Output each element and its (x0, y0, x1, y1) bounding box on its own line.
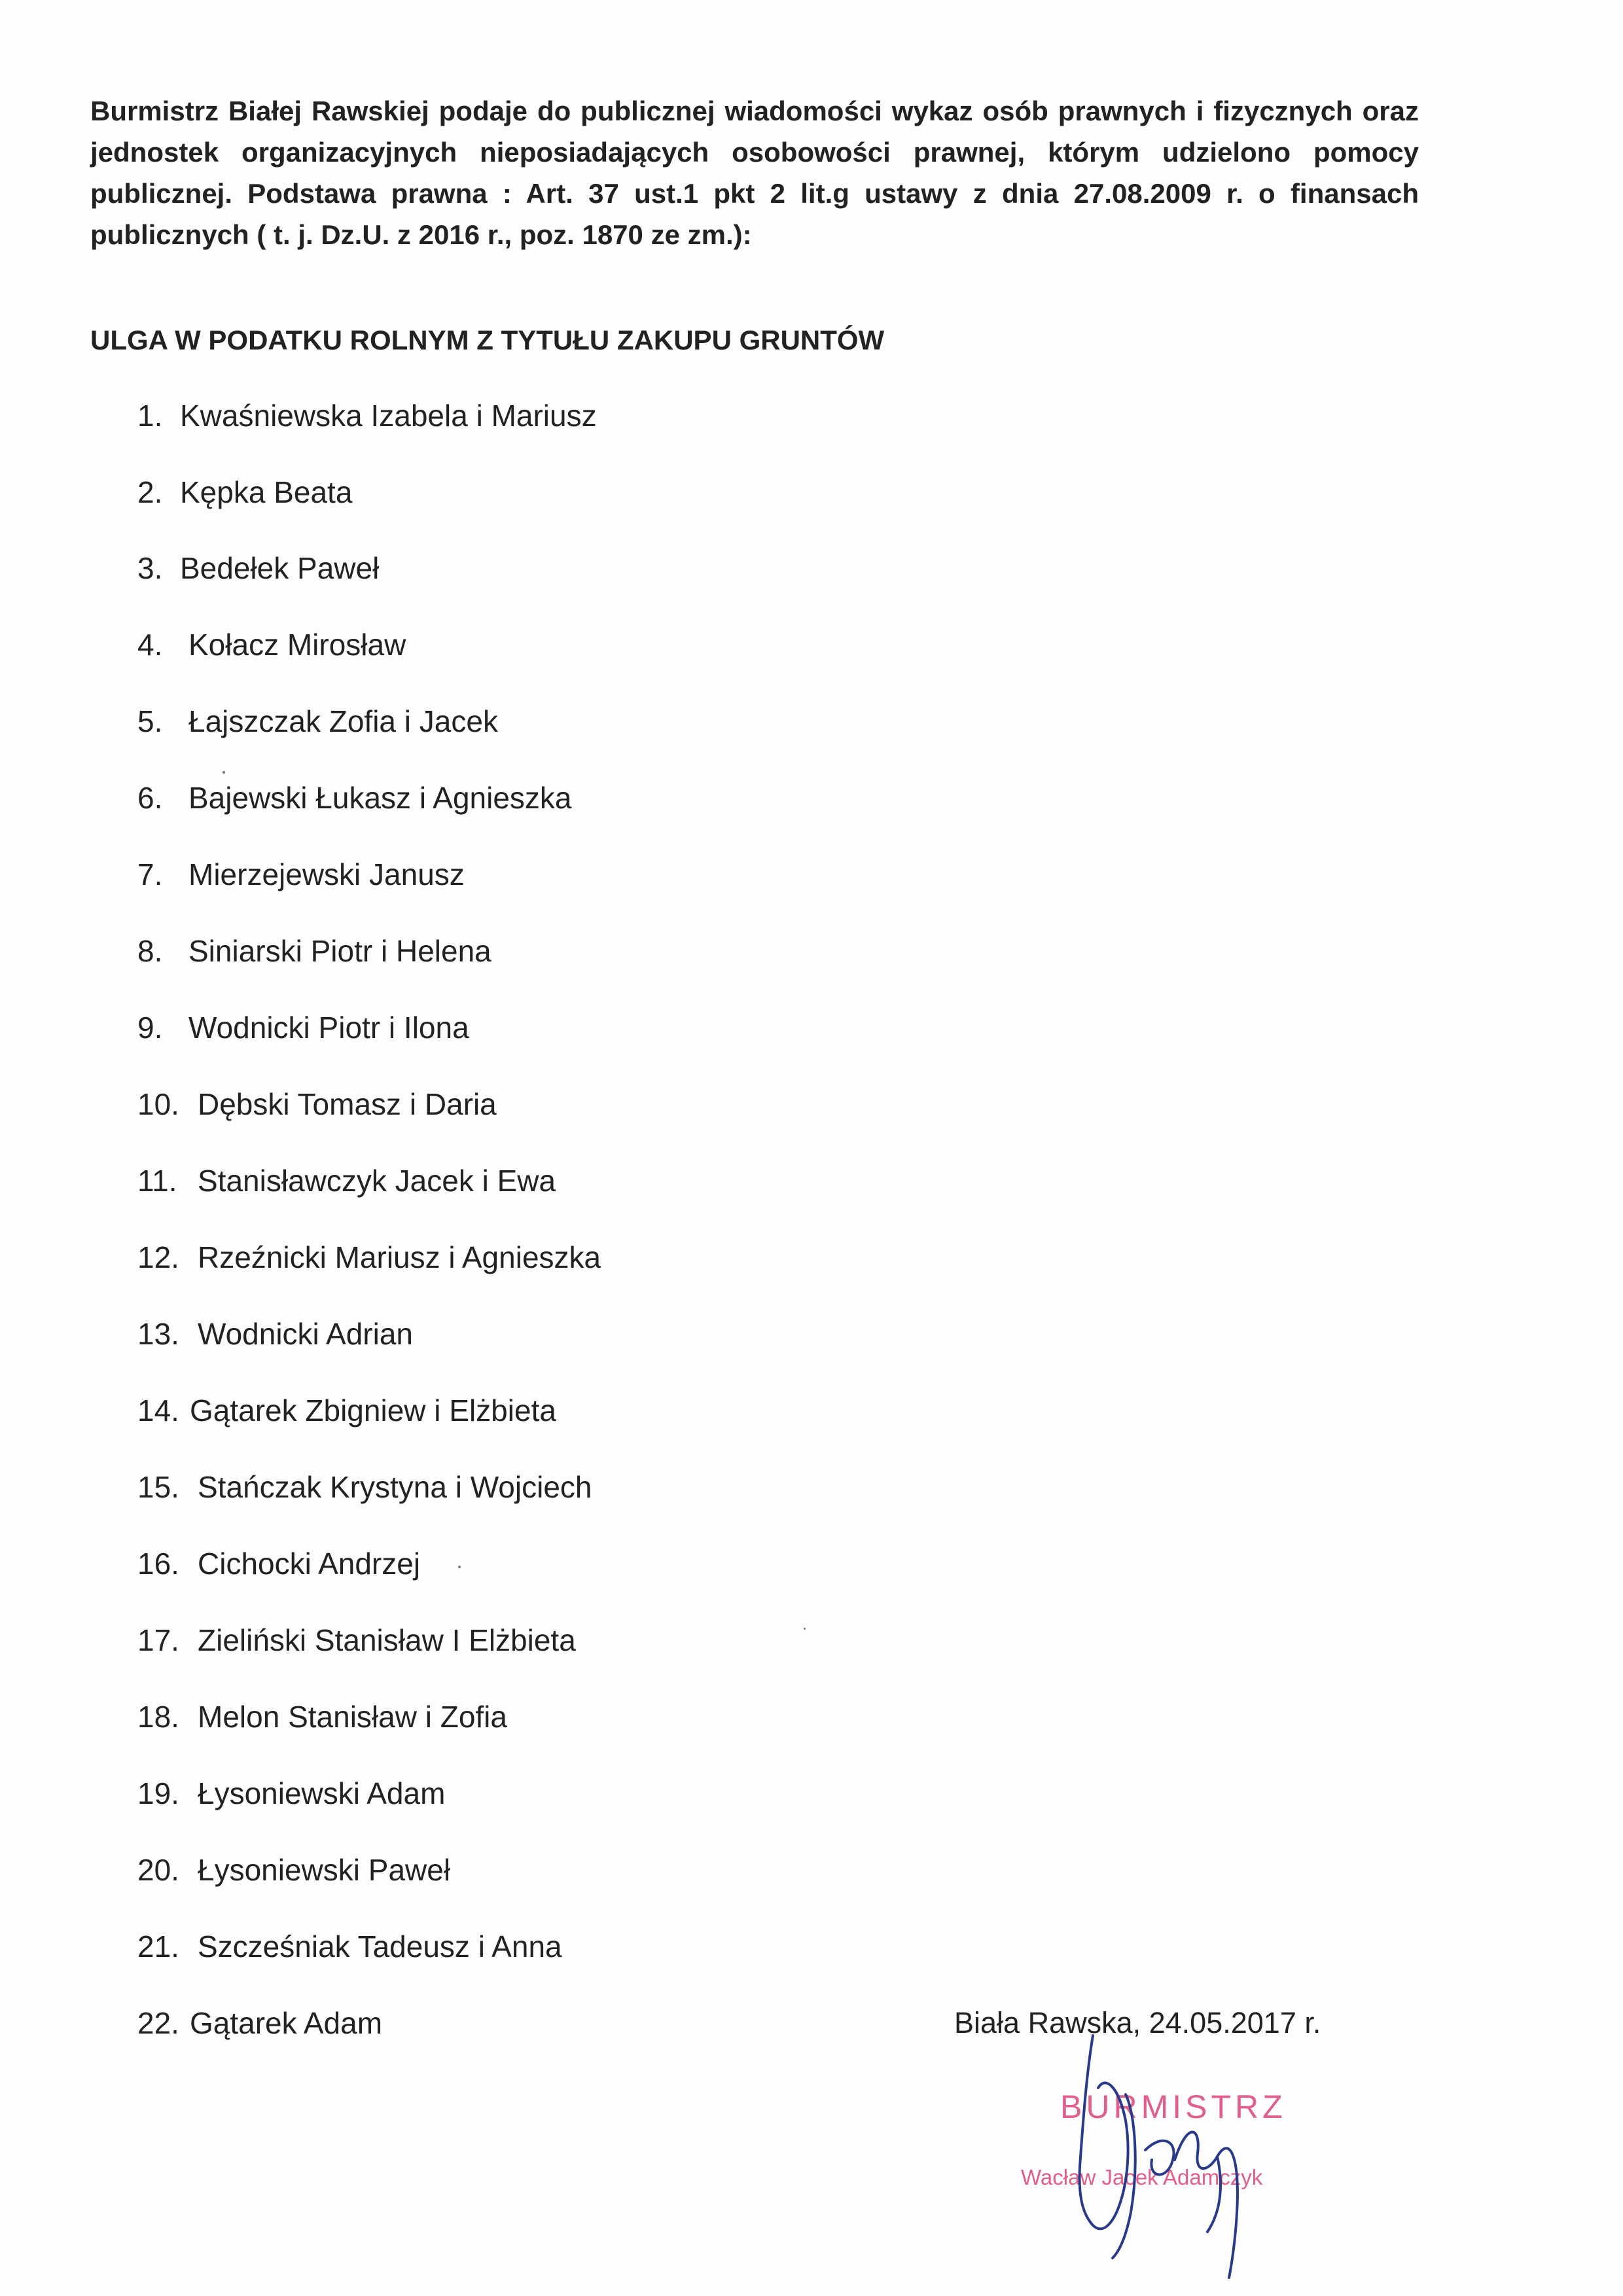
item-name: Bajewski Łukasz i Agnieszka (188, 781, 572, 815)
list-item (137, 625, 406, 664)
section-heading: ULGA W PODATKU ROLNYM Z TYTUŁU ZAKUPU GRUNTÓW (90, 325, 885, 355)
item-name: Szcześniak Tadeusz i Anna (198, 1929, 562, 1964)
item-number: 14. (137, 1393, 179, 1427)
item-number: 12. (137, 1240, 179, 1274)
item-number: 21. (137, 1929, 179, 1964)
list-item (137, 855, 465, 894)
item-number: 2. (137, 475, 163, 509)
signature-stroke (1113, 2094, 1135, 2258)
item-name: Gątarek Adam (190, 2006, 383, 2040)
list-item (137, 1774, 445, 1813)
list-item (137, 1238, 601, 1277)
item-name: Siniarski Piotr i Helena (188, 934, 491, 968)
item-name: Kwaśniewska Izabela i Mariusz (180, 399, 597, 433)
handwritten-signature (1021, 2016, 1296, 2291)
list-item (137, 778, 572, 817)
list-item (137, 1927, 562, 1966)
list-item (137, 931, 491, 971)
scan-speck (458, 1566, 461, 1568)
list-item (137, 1850, 450, 1890)
scan-speck (223, 771, 225, 774)
item-name: Wodnicki Piotr i Ilona (188, 1011, 469, 1045)
item-number: 20. (137, 1853, 179, 1887)
item-number: 19. (137, 1776, 179, 1810)
list-item (137, 1621, 576, 1660)
list-item (137, 548, 379, 588)
item-number: 16. (137, 1547, 179, 1581)
signature-stroke (1145, 2141, 1174, 2175)
item-name: Wodnicki Adrian (198, 1317, 413, 1351)
item-number: 3. (137, 551, 163, 585)
item-name: Stańczak Krystyna i Wojciech (198, 1470, 592, 1504)
intro-paragraph: Burmistrz Białej Rawskiej podaje do publicznej wiadomości wykaz osób prawnych i fizycznych oraz jednostek organizacyjnych nieposiadających osobowości prawnej, którym udzielono pomocy publicznej. Podstawa prawna : Art. 37 ust.1 pkt 2 lit.g ustawy z dnia 27.08.2009 r. o finansach publicznych ( t. j. Dz.U. z 2016 r., poz. 1870 ze zm.): (90, 96, 1419, 250)
item-number: 17. (137, 1623, 179, 1657)
list-item (137, 473, 352, 512)
item-number: 9. (137, 1011, 163, 1045)
stamp-title: BURMISTRZ (1060, 2089, 1287, 2125)
item-number: 5. (137, 704, 163, 738)
item-name: Dębski Tomasz i Daria (198, 1087, 497, 1121)
item-number: 22. (137, 2006, 179, 2040)
list-item (137, 1161, 556, 1200)
scan-speck (804, 1628, 806, 1630)
item-name: Bedełek Paweł (180, 551, 380, 585)
signature-stroke (1080, 2036, 1128, 2229)
item-number: 18. (137, 1700, 179, 1734)
list-item (137, 1008, 469, 1047)
item-name: Cichocki Andrzej (198, 1547, 421, 1581)
item-number: 10. (137, 1087, 179, 1121)
signature-stroke (1175, 2132, 1238, 2278)
signature-stroke (1207, 2157, 1221, 2232)
item-name: Stanisławczyk Jacek i Ewa (198, 1164, 556, 1198)
item-name: Łysoniewski Adam (198, 1776, 446, 1810)
list-item (137, 2003, 382, 2043)
item-name: Łysoniewski Paweł (198, 1853, 451, 1887)
item-name: Zieliński Stanisław I Elżbieta (198, 1623, 576, 1657)
item-name: Kępka Beata (180, 475, 353, 509)
list-item (137, 1391, 556, 1430)
item-name: Melon Stanisław i Zofia (198, 1700, 507, 1734)
item-number: 8. (137, 934, 163, 968)
list-item (137, 1467, 592, 1507)
item-number: 1. (137, 399, 163, 433)
item-name: Gątarek Zbigniew i Elżbieta (190, 1393, 556, 1427)
list-item (137, 1314, 413, 1354)
item-number: 4. (137, 628, 163, 662)
list-item (137, 1085, 497, 1124)
list-item (137, 396, 597, 435)
item-number: 13. (137, 1317, 179, 1351)
item-name: Kołacz Mirosław (188, 628, 406, 662)
list-item (137, 1544, 420, 1583)
item-name: Mierzejewski Janusz (188, 857, 465, 891)
item-number: 7. (137, 857, 163, 891)
item-name: Łajszczak Zofia i Jacek (188, 704, 498, 738)
item-number: 15. (137, 1470, 179, 1504)
place-and-date: Biała Rawska, 24.05.2017 r. (954, 2006, 1321, 2039)
item-name: Rzeźnicki Mariusz i Agnieszka (198, 1240, 601, 1274)
stamp-name: Wacław Jacek Adamczyk (1021, 2165, 1263, 2189)
item-number: 6. (137, 781, 163, 815)
list-item (137, 702, 498, 741)
list-item (137, 1697, 507, 1736)
item-number: 11. (137, 1164, 177, 1198)
